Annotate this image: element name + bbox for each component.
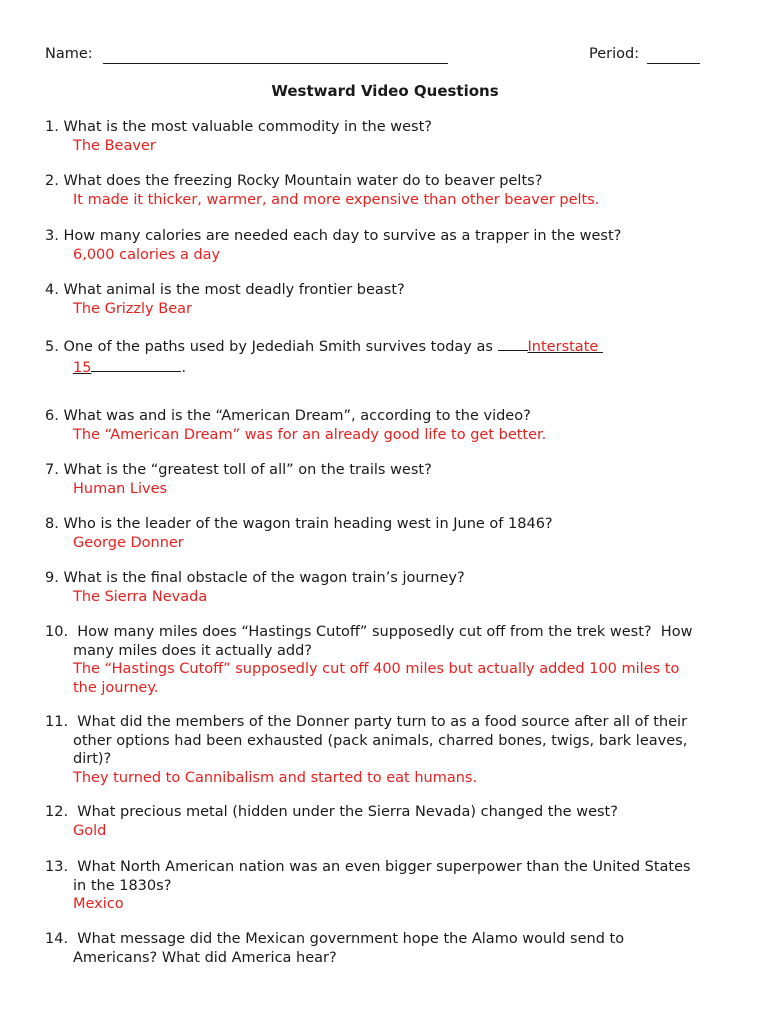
period-blank-line[interactable] [647, 63, 700, 64]
question-1 [45, 118, 725, 155]
question-number: 8. [45, 516, 59, 532]
question-number: 10. [45, 624, 69, 640]
fill-blank-answer-cont: 15 [73, 359, 92, 376]
question-12 [45, 803, 725, 840]
question-text: What is the final obstacle of the wagon train’s journey? [58, 570, 465, 586]
question-text: How many calories are needed each day to survive as a trapper in the west? [58, 228, 622, 244]
question-13 [45, 858, 725, 914]
question-number: 12. [45, 804, 69, 820]
question-8 [45, 515, 725, 552]
question-text: Who is the leader of the wagon train heading west in June of 1846? [58, 516, 553, 532]
question-2 [45, 172, 725, 209]
question-4 [45, 281, 725, 318]
answer-text: It made it thicker, warmer, and more expensive than other beaver pelts. [73, 191, 600, 208]
question-5 [45, 336, 725, 377]
answer-text: Gold [73, 822, 107, 839]
answer-text: George Donner [73, 534, 184, 551]
question-6 [45, 407, 725, 444]
question-text-cont: in the 1830s? [73, 877, 172, 894]
question-text-cont: many miles does it actually add? [73, 642, 312, 659]
question-number: 7. [45, 462, 59, 478]
page-title: Westward Video Questions [271, 82, 499, 100]
answer-text: The Sierra Nevada [73, 588, 208, 605]
question-text: What animal is the most deadly frontier beast? [58, 282, 405, 298]
fill-blank-line [498, 336, 528, 351]
name-blank-line[interactable] [103, 63, 448, 64]
question-tail: . [181, 359, 187, 376]
question-text: How many miles does “Hastings Cutoff” supposedly cut off from the trek west? How [68, 624, 693, 640]
question-7 [45, 461, 725, 498]
question-number: 2. [45, 173, 59, 189]
question-10 [45, 623, 725, 697]
question-11 [45, 713, 725, 787]
question-text: What was and is the “American Dream”, according to the video? [58, 408, 531, 424]
question-number: 14. [45, 931, 69, 947]
question-text: What did the members of the Donner party turn to as a food source after all of their [68, 714, 688, 730]
fill-blank-line [91, 357, 181, 372]
question-text: What message did the Mexican government hope the Alamo would send to [68, 931, 625, 947]
fill-blank-answer: Interstate [527, 339, 603, 355]
question-number: 13. [45, 859, 69, 875]
question-9 [45, 569, 725, 606]
question-number: 5. [45, 339, 59, 355]
question-3 [45, 227, 725, 264]
answer-text: Mexico [73, 896, 124, 912]
header-row [45, 46, 700, 68]
question-number: 11. [45, 714, 69, 730]
question-number: 1. [45, 119, 59, 135]
answer-text: The Beaver [73, 137, 156, 154]
question-text: What precious metal (hidden under the Sierra Nevada) changed the west? [68, 804, 618, 820]
name-label: Name: [45, 46, 93, 62]
question-text-cont: other options had been exhausted (pack animals, charred bones, twigs, bark leaves, [73, 732, 688, 749]
question-number: 9. [45, 570, 59, 586]
question-text-cont: dirt)? [73, 751, 112, 767]
answer-text: They turned to Cannibalism and started to eat humans. [73, 769, 478, 786]
question-number: 3. [45, 228, 59, 244]
answer-text: The “American Dream” was for an already good life to get better. [73, 426, 547, 443]
answer-text: The Grizzly Bear [73, 300, 192, 317]
answer-text-cont: the journey. [73, 679, 159, 696]
question-number: 4. [45, 282, 59, 298]
question-text-cont: Americans? What did America hear? [73, 949, 337, 966]
answer-text: The “Hastings Cutoff” supposedly cut off 400 miles but actually added 100 miles to [73, 661, 680, 677]
question-text: What North American nation was an even bigger superpower than the United States [68, 859, 691, 875]
answer-text: 6,000 calories a day [73, 246, 221, 263]
question-number: 6. [45, 408, 59, 424]
period-label: Period: [589, 46, 640, 62]
question-text: What is the most valuable commodity in the west? [63, 119, 432, 135]
question-text: One of the paths used by Jedediah Smith survives today as [58, 339, 498, 355]
question-text: What does the freezing Rocky Mountain water do to beaver pelts? [58, 173, 543, 189]
question-text: What is the “greatest toll of all” on the trails west? [58, 462, 432, 478]
question-14 [45, 930, 725, 967]
answer-text: Human Lives [73, 480, 168, 497]
